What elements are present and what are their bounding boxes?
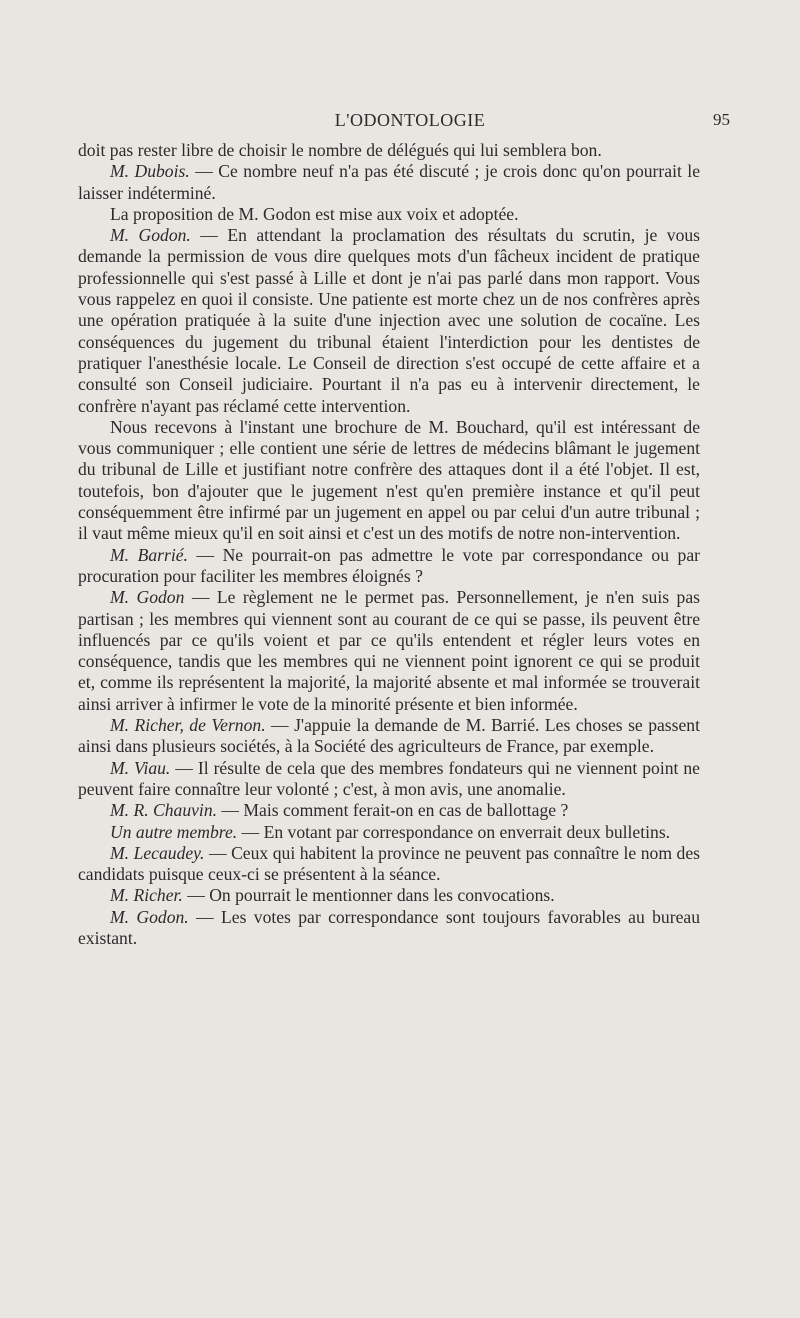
running-title: L'ODONTOLOGIE [334,110,486,130]
paragraph-text: — En attendant la proclamation des résultats du scrutin, je vous demande la permission de vous dire quelques mots d'un fâcheux incident de pratique professionnelle qui s'est passé à Lille et dont je n'ai pas parlé dans mon rapport. Vous vous rappelez en quoi il consiste. Une patiente est morte chez un de nos confrères après une opération pratiquée à la suite d'une injection avec une solution de cocaïne. Les conséquences du jugement du tribunal étaient l'interdiction pour les dentistes de pratiquer l'anesthésie locale. Le Conseil de direction s'est occupé de cette affaire et a consulté son Conseil judiciaire. Pourtant il n'a pas eu à intervenir directement, le confrère n'ayant pas réclamé cette intervention. [78,225,701,416]
page-number: 95 [713,110,730,129]
paragraph-text: — Ceux qui habitent la province ne peuvent pas connaître le nom des candidats puisque ceux-ci se présentent à la séance. [78,842,700,885]
paragraph-11 [78,822,700,843]
paragraph-8 [78,715,700,758]
paragraph-10 [78,800,700,821]
paragraph-5 [78,417,700,545]
speaker: M. Richer, de Vernon. [110,715,266,736]
speaker: Un autre membre. [110,821,238,842]
speaker: M. Lecaudey. [110,842,205,863]
speaker: M. Godon [110,587,185,608]
paragraph-text: La proposition de M. Godon est mise aux voix et adoptée. [110,203,519,224]
paragraph-3 [78,204,700,225]
speaker: M. Barrié. [110,544,188,565]
paragraph-1 [78,140,700,161]
speaker: M. Viau. [110,757,171,778]
speaker: M. R. Chauvin. [110,800,218,821]
paragraph-12 [78,843,700,886]
paragraph-text: — Mais comment ferait-on en cas de ballottage ? [217,800,569,821]
paragraph-text: — Le règlement ne le permet pas. Personnellement, je n'en suis pas partisan ; les membres qui viennent sont au courant de ce qui se passe, ils peuvent être influencés par ce qu'ils voient et par ce qu'ils entendent et régler leurs votes en conséquence, tandis que les membres qui ne viennent point ignorent ce qui se produit et, comme ils représentent la majorité, la majorité absente et mal informée se trouverait ainsi arriver à infirmer le vote de la minorité présente et bien informée. [78,587,700,714]
paragraph-text: — Les votes par correspondance sont toujours favorables au bureau existant. [78,906,700,948]
body-text [78,140,700,949]
paragraph-text: — J'appuie la demande de M. Barrié. Les choses se passent ainsi dans plusieurs sociétés, à la Société des agriculteurs de France, par exemple. [78,715,700,757]
paragraph-4 [78,225,700,417]
paragraph-2 [78,161,700,204]
paragraph-6 [78,545,700,588]
paragraph-text: — En votant par correspondance on enverrait deux bulletins. [237,821,671,842]
paragraph-13 [78,885,700,906]
speaker: M. Godon. [110,225,191,246]
paragraph-text: — Ne pourrait-on pas admettre le vote par correspondance ou par procuration pour faciliter les membres éloignés ? [78,544,700,586]
paragraph-7 [78,587,700,715]
paragraph-text: doit pas rester libre de choisir le nombre de délégués qui lui semblera bon. [78,140,602,160]
paragraph-text: Nous recevons à l'instant une brochure de M. Bouchard, qu'il est intéressant de vous communiquer ; elle contient une série de lettres de médecins blâmant le jugement du tribunal de Lille et justifiant notre confrère des attaques dont il a été l'objet. Il est, toutefois, bon d'ajouter que le jugement n'est qu'en première instance et qu'il peut conséquemment être infirmé par un jugement en appel ou par celui d'un autre tribunal ; il vaut même mieux qu'il en soit ainsi et c'est un des motifs de notre non-intervention. [78,416,700,544]
speaker: M. Richer. [110,885,183,906]
paragraph-text: — Ce nombre neuf n'a pas été discuté ; je crois donc qu'on pourrait le laisser indéterminé. [78,161,701,203]
paragraph-9 [78,758,700,801]
paragraph-text: — On pourrait le mentionner dans les convocations. [182,885,555,906]
speaker: M. Godon. [110,906,189,927]
page-header [90,110,730,136]
speaker: M. Dubois. [110,161,190,182]
paragraph-14 [78,907,700,950]
paragraph-text: — Il résulte de cela que des membres fondateurs qui ne viennent point ne peuvent faire connaître leur volonté ; c'est, à mon avis, une anomalie. [78,757,700,799]
